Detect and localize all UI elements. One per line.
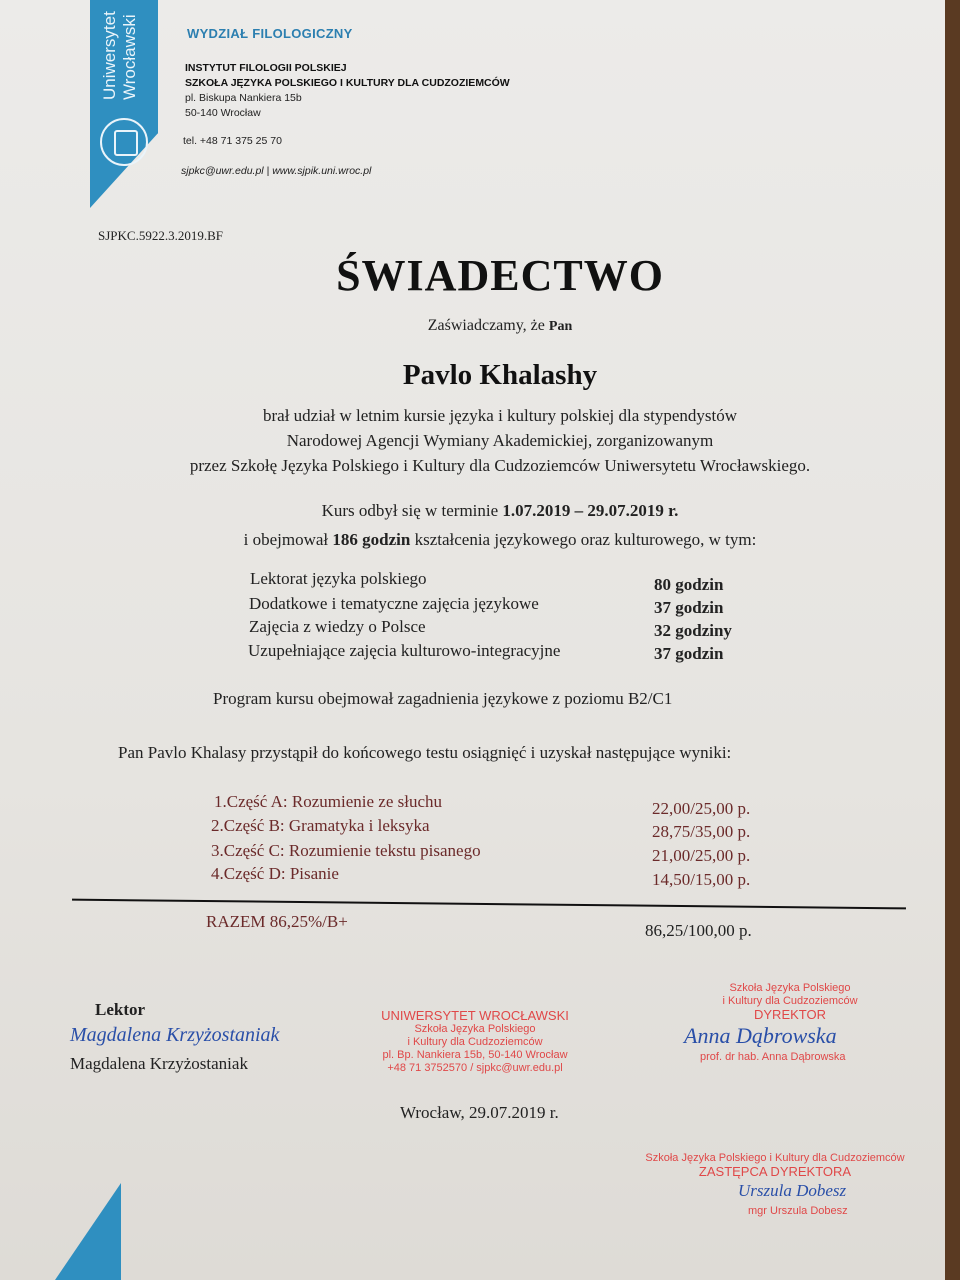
reference-number: SJPKC.5922.3.2019.BF	[98, 228, 223, 243]
result-label: 4.Część D: Pisanie	[211, 864, 339, 883]
director-stamp	[690, 982, 890, 1022]
result-score: 21,00/25,00 p.	[652, 846, 751, 865]
component-label: Zajęcia z wiedzy o Polsce	[249, 617, 426, 636]
logo-line: Wrocławski	[120, 14, 139, 100]
intro-text: Zaświadczamy, że	[427, 317, 545, 334]
result-score: 28,75/35,00 p.	[652, 822, 751, 841]
intro	[0, 316, 960, 337]
logo-line: Uniwersytet	[100, 11, 119, 100]
stamp-line: i Kultury dla Cudzoziemców	[407, 1036, 543, 1048]
term-line	[0, 501, 960, 521]
result-score: 14,50/15,00 p.	[652, 870, 751, 889]
stamp-line: DYREKTOR	[754, 1007, 826, 1022]
stamp-line: i Kultury dla Cudzoziemców	[722, 995, 858, 1007]
institute-block	[185, 61, 510, 121]
hours-prefix: i obejmował	[243, 530, 329, 549]
hours-total: 186 godzin	[332, 530, 411, 549]
recipient-name: Pavlo Khalashy	[402, 359, 598, 391]
component-label: Uzupełniające zajęcia kulturowo-integracyjne	[248, 641, 561, 660]
component-label: Lektorat języka polskiego	[250, 569, 427, 588]
university-logo-text	[100, 11, 140, 100]
term-prefix: Kurs odbył się w terminie	[321, 501, 499, 520]
result-score: 22,00/25,00 p.	[652, 799, 751, 818]
stamp-line: pl. Bp. Nankiera 15b, 50-140 Wrocław	[382, 1049, 568, 1061]
hours-suffix: kształcenia językowego oraz kulturowego, w tym:	[414, 530, 757, 549]
phone: tel. +48 71 375 25 70	[183, 135, 282, 147]
result-label: 2.Część B: Gramatyka i leksyka	[211, 816, 430, 835]
stamp-line: Szkoła Języka Polskiego	[414, 1023, 536, 1035]
lector-signature: Magdalena Krzyżostaniak	[70, 1024, 280, 1046]
total-label: RAZEM 86,25%/B+	[206, 912, 348, 931]
body-line: przez Szkołę Języka Polskiego i Kultury dla Cudzoziemców Uniwersytetu Wrocławskiego.	[189, 456, 811, 475]
test-intro: Pan Pavlo Khalasy przystąpił do końcowego testu osiągnięć i uzyskał następujące wyniki:	[118, 743, 732, 762]
address-line: pl. Biskupa Nankiera 15b	[185, 92, 302, 104]
place-date: Wrocław, 29.07.2019 r.	[400, 1103, 559, 1122]
hours-line	[0, 530, 960, 550]
total-divider	[72, 899, 906, 910]
contact: sjpkc@uwr.edu.pl | www.sjpik.uni.wroc.pl	[181, 165, 372, 177]
stamp-line: ZASTĘPCA DYREKTORA	[698, 1164, 852, 1179]
body-line: Narodowej Agencji Wymiany Akademickiej, zorganizowanym	[286, 431, 714, 450]
document-title: ŚWIADECTWO	[336, 251, 664, 300]
faculty-name: WYDZIAŁ FILOLOGICZNY	[187, 26, 353, 41]
stamp-line: +48 71 3752570 / sjpkc@uwr.edu.pl	[387, 1062, 563, 1074]
body-line: brał udział w letnim kursie języka i kultury polskiej dla stypendystów	[262, 406, 738, 425]
result-label: 3.Część C: Rozumienie tekstu pisanego	[211, 841, 481, 860]
director-name: prof. dr hab. Anna Dąbrowska	[700, 1051, 846, 1063]
program-level: Program kursu obejmował zagadnienia językowe z poziomu B2/C1	[213, 689, 673, 708]
component-label: Dodatkowe i tematyczne zajęcia językowe	[249, 594, 539, 613]
university-stamp	[360, 1008, 590, 1075]
deputy-signature: Urszula Dobesz	[738, 1181, 847, 1200]
lector-heading: Lektor	[95, 1000, 146, 1019]
total-score: 86,25/100,00 p.	[645, 921, 752, 940]
address-line: 50-140 Wrocław	[185, 107, 261, 119]
lector-name: Magdalena Krzyżostaniak	[70, 1054, 248, 1073]
component-hours: 80 godzin	[654, 575, 724, 594]
component-hours: 37 godzin	[654, 644, 724, 663]
deputy-name: mgr Urszula Dobesz	[748, 1205, 848, 1217]
result-label: 1.Część A: Rozumienie ze słuchu	[214, 792, 443, 811]
university-seal-icon	[100, 118, 148, 166]
stamp-line: UNIWERSYTET WROCŁAWSKI	[381, 1008, 569, 1023]
school-name: SZKOŁA JĘZYKA POLSKIEGO I KULTURY DLA CUDZOZIEMCÓW	[185, 77, 510, 89]
institute-name: INSTYTUT FILOLOGII POLSKIEJ	[185, 62, 347, 74]
deputy-stamp	[625, 1152, 925, 1179]
component-hours: 37 godzin	[654, 598, 724, 617]
component-hours: 32 godziny	[654, 621, 732, 640]
stamp-line: Szkoła Języka Polskiego	[729, 982, 851, 994]
corner-decoration	[55, 1183, 121, 1280]
honorific: Pan	[548, 319, 573, 334]
term-dates: 1.07.2019 – 29.07.2019 r.	[502, 501, 679, 520]
director-signature: Anna Dąbrowska	[684, 1023, 837, 1048]
stamp-line: Szkoła Języka Polskiego i Kultury dla Cudzoziemców	[645, 1152, 905, 1164]
